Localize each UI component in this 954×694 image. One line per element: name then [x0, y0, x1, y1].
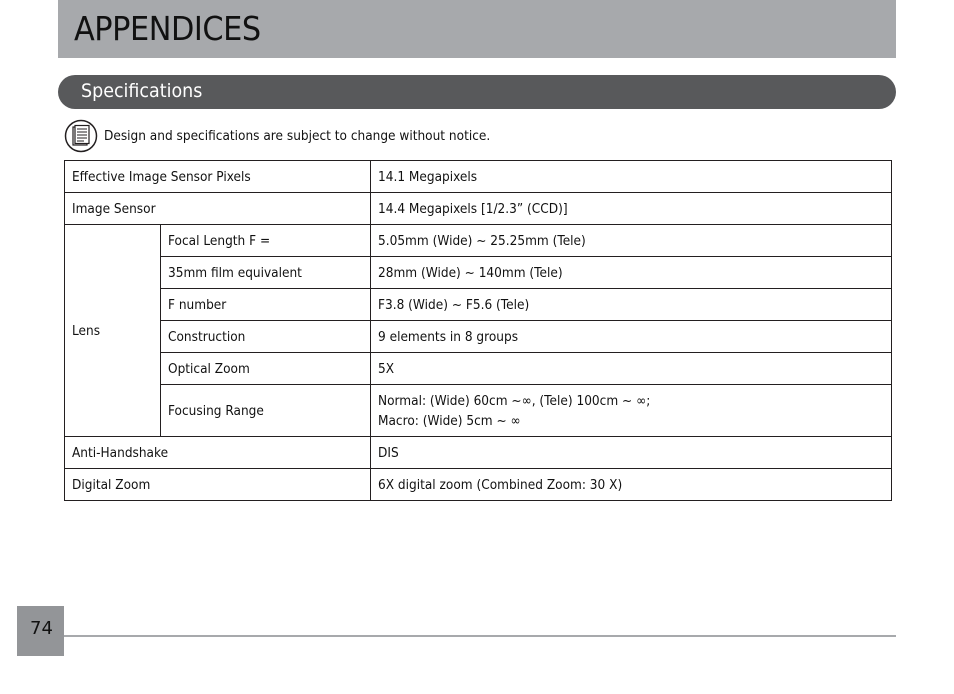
lens-group-label: Lens: [65, 225, 161, 437]
spec-sublabel: Construction: [161, 321, 371, 353]
table-row: [65, 257, 892, 289]
spec-sublabel: Focusing Range: [161, 385, 371, 437]
page-title: APPENDICES: [74, 9, 261, 48]
footer-divider: [64, 635, 896, 637]
page-number: 74: [30, 618, 53, 639]
spec-value: 14.4 Megapixels [1/2.3” (CCD)]: [371, 193, 892, 225]
spec-label: Digital Zoom: [65, 469, 371, 501]
spec-label: Image Sensor: [65, 193, 371, 225]
spec-value: 6X digital zoom (Combined Zoom: 30 X): [371, 469, 892, 501]
value-line: Macro: (Wide) 5cm ~ ∞: [378, 412, 521, 429]
table-row: [65, 193, 892, 225]
spec-value: 9 elements in 8 groups: [371, 321, 892, 353]
table-row: [65, 469, 892, 501]
page-number-box: [17, 606, 64, 656]
table-row: [65, 225, 892, 257]
spec-value: F3.8 (Wide) ~ F5.6 (Tele): [371, 289, 892, 321]
spec-sublabel: Optical Zoom: [161, 353, 371, 385]
spec-value: [371, 385, 892, 437]
table-row: [65, 385, 892, 437]
spec-sublabel: Focal Length F =: [161, 225, 371, 257]
table-row: [65, 353, 892, 385]
spec-value: DIS: [371, 437, 892, 469]
spec-label: Anti-Handshake: [65, 437, 371, 469]
table-row: [65, 161, 892, 193]
spec-value: 5X: [371, 353, 892, 385]
table-row: [65, 321, 892, 353]
spec-value: 14.1 Megapixels: [371, 161, 892, 193]
header-bar: [58, 0, 896, 58]
spec-value: 28mm (Wide) ~ 140mm (Tele): [371, 257, 892, 289]
table-row: [65, 289, 892, 321]
spec-sublabel: 35mm film equivalent: [161, 257, 371, 289]
spec-sublabel: F number: [161, 289, 371, 321]
memo-note-icon: [64, 119, 98, 153]
section-title: Specifications: [81, 80, 203, 102]
note-text: Design and specifications are subject to change without notice.: [104, 128, 491, 144]
spec-label: Effective Image Sensor Pixels: [65, 161, 371, 193]
spec-value: 5.05mm (Wide) ~ 25.25mm (Tele): [371, 225, 892, 257]
value-line: Normal: (Wide) 60cm ~∞, (Tele) 100cm ~ ∞;: [378, 392, 651, 409]
specifications-table: [64, 160, 892, 501]
table-row: [65, 437, 892, 469]
section-header: [58, 75, 896, 109]
